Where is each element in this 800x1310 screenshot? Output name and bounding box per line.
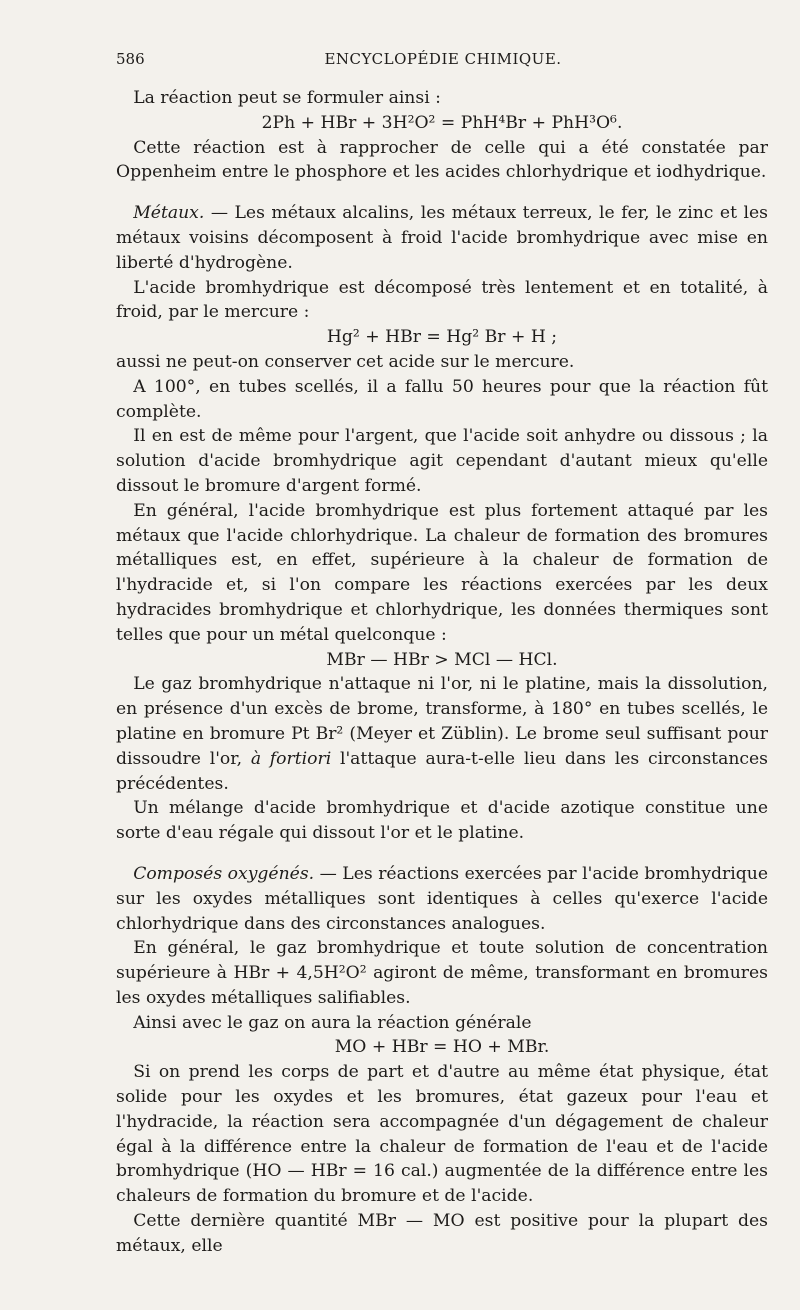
paragraph: Il en est de même pour l'argent, que l'acide soit anhydre ou dissous ; la solution d'acide bromhydrique agit cependant d'autant mieux qu'elle dissout le bromure d'argent formé.	[116, 426, 768, 496]
equation: MBr — HBr > MCl — HCl.	[326, 649, 558, 670]
paragraph: La réaction peut se formuler ainsi :	[133, 88, 441, 108]
paragraph: L'acide bromhydrique est décomposé très lentement et en totalité, à froid, par le mercure :	[116, 277, 768, 323]
paragraph-text: l'attaque aura-t-elle lieu dans les circonstances précédentes.	[116, 748, 769, 794]
paragraph: aussi ne peut-on conserver cet acide sur le mercure.	[116, 351, 575, 372]
page-number: 586	[116, 50, 145, 68]
paragraph-composes	[116, 862, 768, 936]
paragraph: Ainsi avec le gaz on aura la réaction générale	[133, 1012, 532, 1033]
paragraph-text: — Les réactions exercées par l'acide bromhydrique sur les oxydes métalliques sont identiques à celles qu'exerce l'acide chlorhydrique dans des circonstances analogues.	[116, 863, 768, 934]
paragraph-metaux	[116, 201, 768, 275]
section-heading: Composés oxygénés.	[133, 863, 315, 884]
paragraph: Cette réaction est à rapprocher de celle qui a été constatée par Oppenheim entre le phosphore et les acides chlorhydrique et iodhydrique.	[116, 137, 768, 183]
paragraph: Un mélange d'acide bromhydrique et d'acide azotique constitue une sorte d'eau régale qui dissout l'or et le platine.	[116, 798, 768, 844]
paragraph: En général, l'acide bromhydrique est plus fortement attaqué par les métaux que l'acide chlorhydrique. La chaleur de formation des bromures métalliques est, en effet, supérieure à la chaleur de formation de l'hydracide et, si l'on compare les réactions exercées par les deux hydracides bromhydrique et chlorhydrique, les données thermiques sont telles que pour un métal quelconque :	[116, 500, 768, 645]
paragraph: En général, le gaz bromhydrique et toute solution de concentration supérieure à HBr + 4,5H²O² agiront de même, transformant en bromures les oxydes métalliques salifiables.	[116, 938, 768, 1008]
equation: Hg² + HBr = Hg² Br + H ;	[326, 327, 558, 348]
section-heading: Métaux.	[133, 203, 205, 224]
equation: MO + HBr = HO + MBr.	[334, 1037, 550, 1058]
paragraph-text: Le gaz bromhydrique n'attaque ni l'or, ni le platine, mais la dissolution, en présence d'un excès de brome, transforme, à 180° en tubes scellés, le platine en bromure Pt Br² (Meyer et Züblin). Le brome seul suffisant pour dissoudre l'or,	[116, 674, 768, 769]
paragraph: Cette dernière quantité MBr — MO est positive pour la plupart des métaux, elle	[116, 1211, 768, 1256]
paragraph	[116, 672, 768, 796]
running-title: ENCYCLOPÉDIE CHIMIQUE.	[324, 50, 562, 68]
italic-phrase: à fortiori	[250, 748, 332, 769]
paragraph-text: — Les métaux alcalins, les métaux terreux, le fer, le zinc et les métaux voisins décomposent à froid l'acide bromhydrique avec mise en liberté d'hydrogène.	[116, 203, 768, 273]
paragraph: A 100°, en tubes scellés, il a fallu 50 heures pour que la réaction fût complète.	[116, 376, 768, 422]
page-header	[116, 50, 770, 72]
equation: 2Ph + HBr + 3H²O² = PhH⁴Br + PhH³O⁶.	[261, 112, 623, 133]
paragraph: Si on prend les corps de part et d'autre au même état physique, état solide pour les oxydes et les bromures, état gazeux pour l'eau et l'hydracide, la réaction sera accompagnée d'un dégagement de chaleur égal à la différence entre la chaleur de formation de l'eau et de l'acide bromhydrique (HO — HBr = 16 cal.) augmentée de la différence entre les chaleurs de formation du bromure et de l'acide.	[116, 1062, 768, 1207]
page-body	[116, 86, 768, 1259]
